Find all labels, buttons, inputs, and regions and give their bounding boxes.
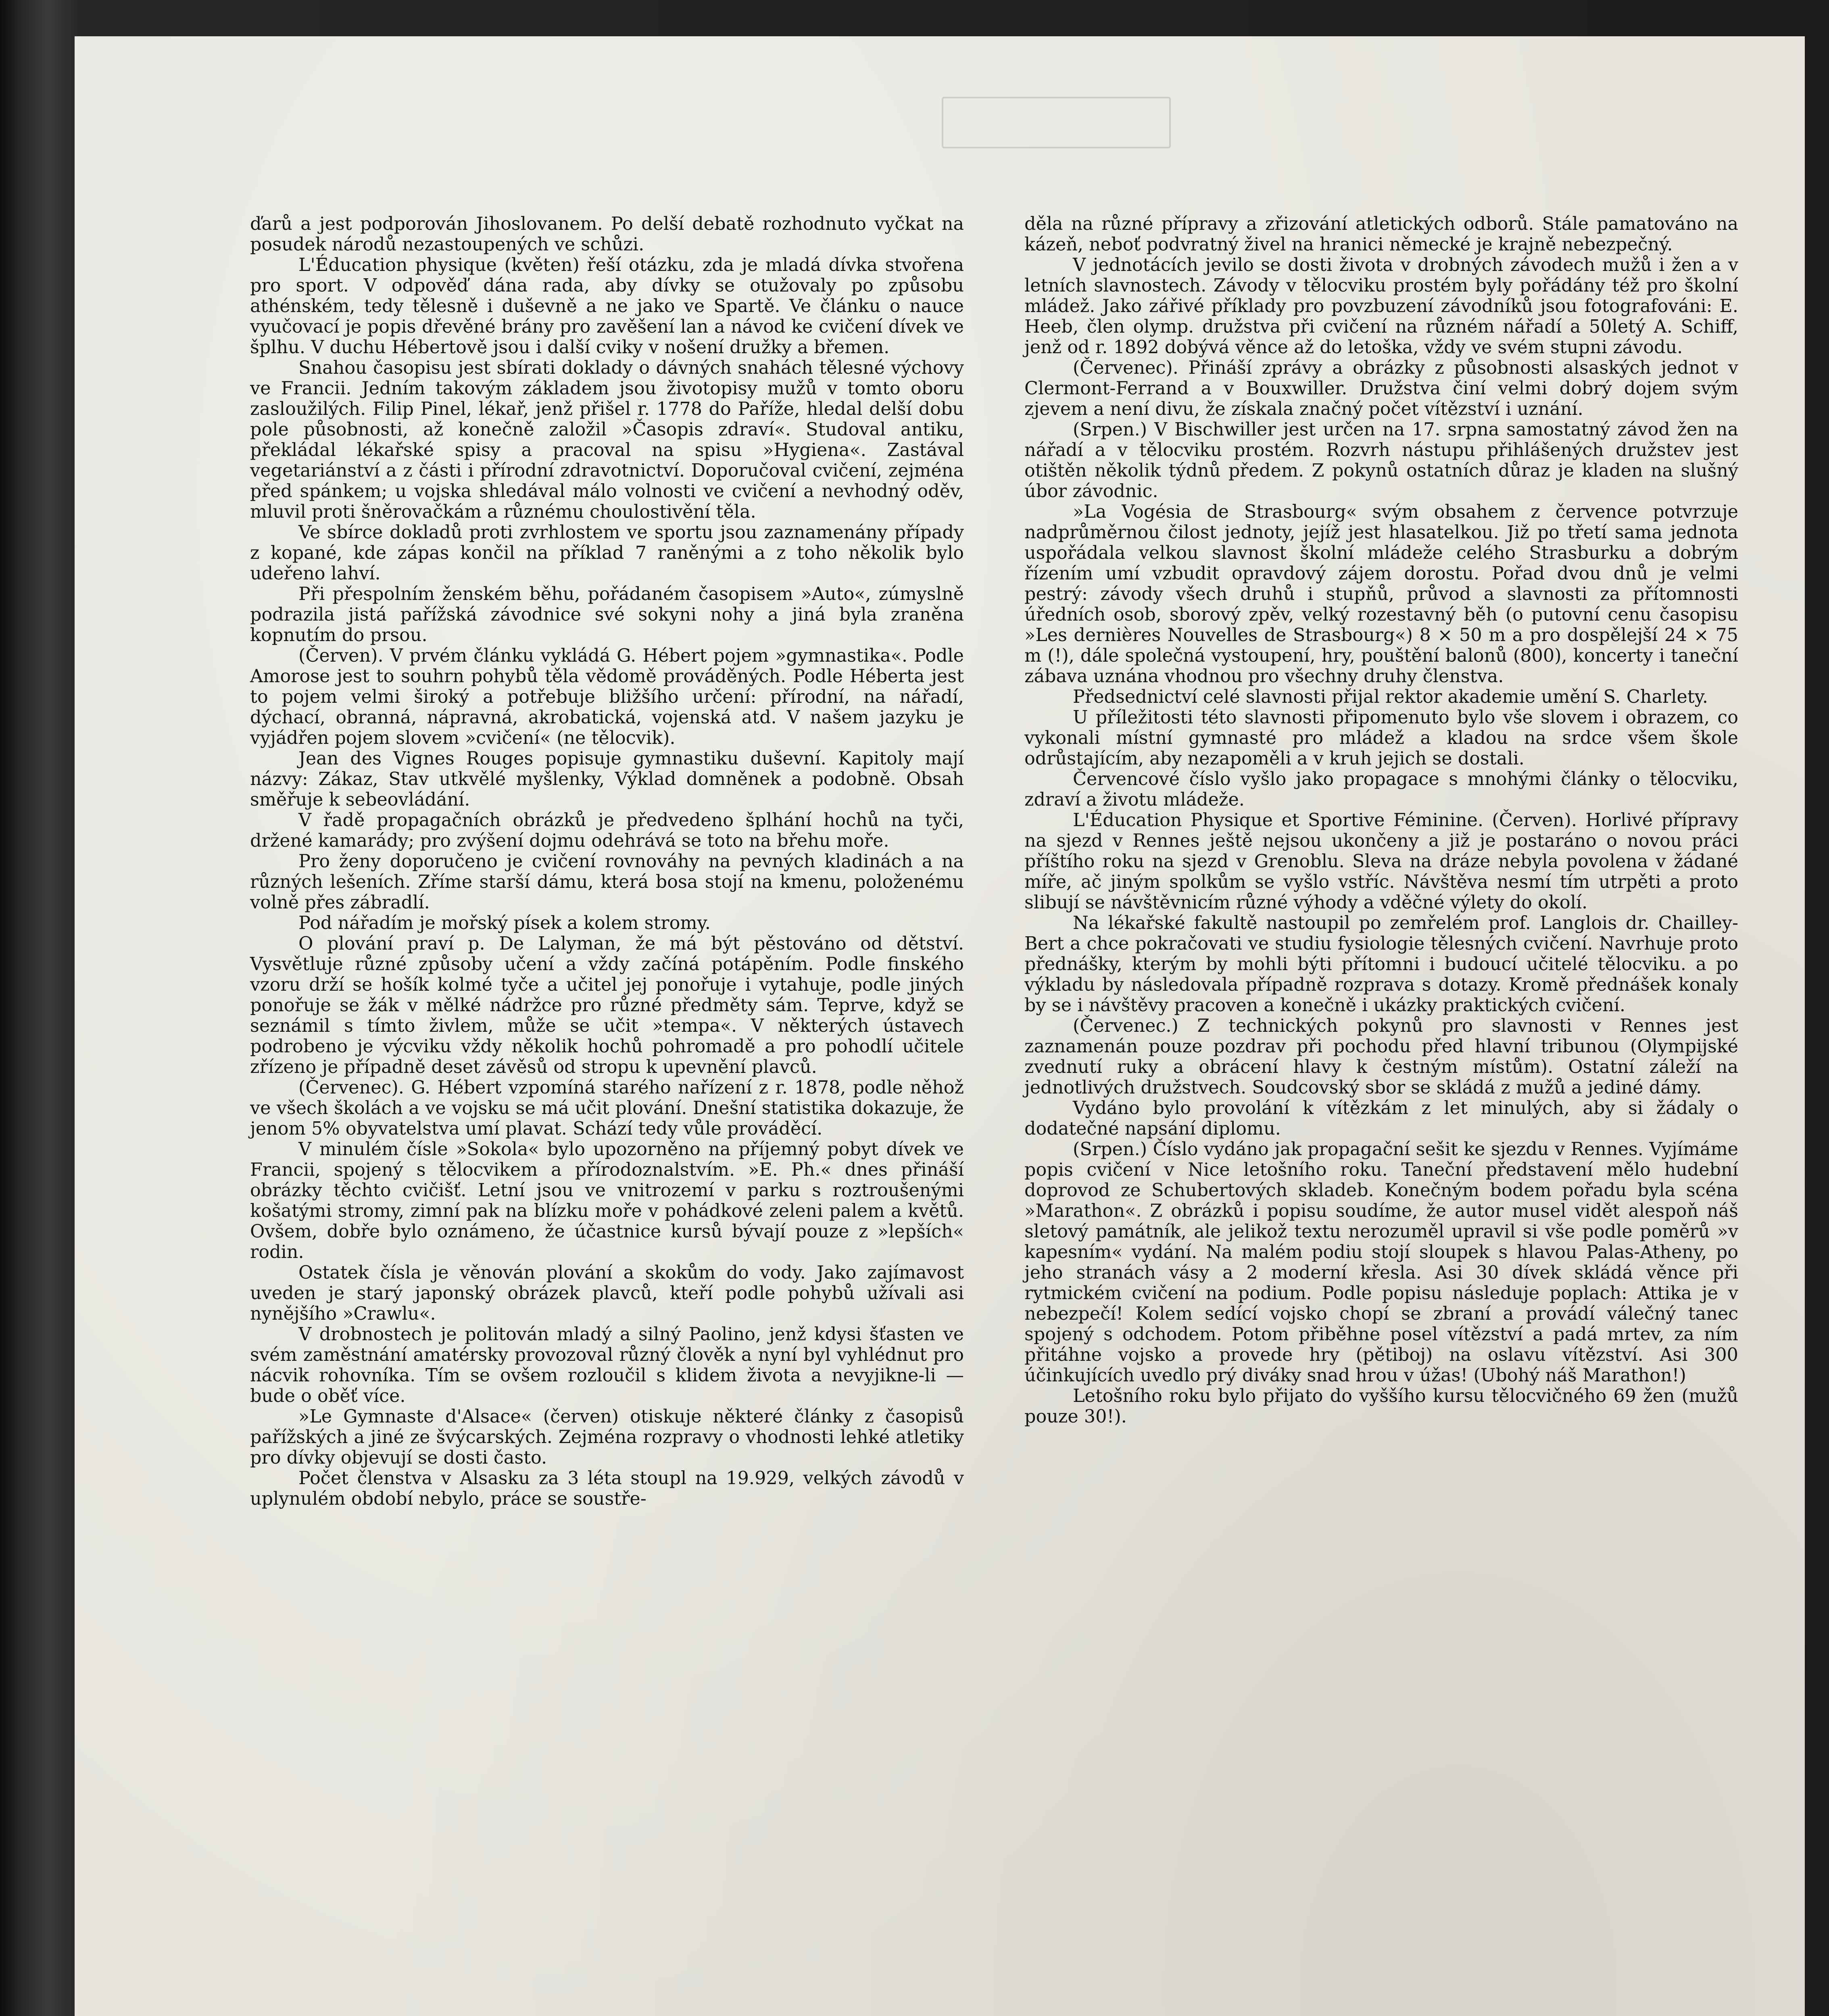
paragraph: (Srpen.) V Bischwiller jest určen na 17. srpna samostatný závod žen na nářadí a v tělocviku prostém. Rozvrh nástupu přihlášených družstev jest otištěn několik týdnů předem. Z pokynů ostatních důraz je kladen na slušný úbor závodnic. [1024,419,1738,502]
paragraph: O plování praví p. De Lalyman, že má být pěstováno od dětství. Vysvětluje různé způsoby učení a vždy začíná potápěním. Podle finského vzoru drží se hošík kolmé tyče a učitel jej ponořuje i vytahuje, podle jiných ponořuje se žák v mělké nádržce pro různé předměty sám. Teprve, když se seznámil s tímto živlem, může se učit »tempa«. V některých ústavech podrobeno je výcviku vždy několik hochů pohromadě a pro pohodlí učitele zřízeno je případně deset závěsů od stropu k upevnění plavců. [250,933,964,1077]
paragraph: (Červenec). G. Hébert vzpomíná starého nařízení z r. 1878, podle něhož ve všech školách a ve vojsku se má učit plování. Dnešní statistika dokazuje, že jenom 5% obyvatelstva umí plavat. Schází tedy vůle prováděcí. [250,1077,964,1139]
paragraph: Na lékařské fakultě nastoupil po zemřelém prof. Langlois dr. Chailley-Bert a chce pokračovati ve studiu fysiologie tělesných cvičení. Navrhuje proto přednášky, kterým by mohli býti přítomni i budoucí učitelé tělocviku. a po výkladu by následovala případně rozprava s dotazy. Kromě přednášek konaly by se i návštěvy pracoven a konečně i ukázky praktických cvičení. [1024,913,1738,1016]
paragraph: (Červenec.) Z technických pokynů pro slavnosti v Rennes jest zaznamenán pouze pozdrav při pochodu před hlavní tribunou (Olympijské zvednutí ruky a obrácení hlavy k čestným místům). Ostatní záleží na jednotlivých družstvech. Soudcovský sbor se skládá z mužů a jediné dámy. [1024,1016,1738,1098]
paragraph: V jednotácích jevilo se dosti života v drobných závodech mužů i žen a v letních slavnostech. Závody v tělocviku prostém byly pořádány též pro školní mládež. Jako zářivé příklady pro povzbuzení závodníků jsou fotografováni: E. Heeb, člen olymp. družstva při cvičení na různém nářadí a 50letý A. Schiff, jenž od r. 1892 dobývá věnce až do letoška, vždy ve svém stupni závodu. [1024,255,1738,358]
paragraph: (Červenec). Přináší zprávy a obrázky z působnosti alsaských jednot v Clermont-Ferrand a v Bouxwiller. Družstva činí velmi dobrý dojem svým zjevem a není divu, že získala značný počet vítězství i uznání. [1024,358,1738,419]
book-page [75,36,1805,2016]
paragraph: V drobnostech je politován mladý a silný Paolino, jenž kdysi šťasten ve svém zaměstnání amatérsky provozoval různý člověk a nyní byl vyhlédnut pro nácvik rohovníka. Tím se ovšem rozloučil s klidem života a nevyjikne-li — bude o oběť více. [250,1324,964,1406]
page-smudge [942,97,1171,148]
paragraph: »Le Gymnaste d'Alsace« (červen) otiskuje některé články z časopisů pařížských a jiné ze švýcarských. Zejména rozpravy o vhodnosti lehké atletiky pro dívky objevují se dosti často. [250,1406,964,1468]
paragraph: Ostatek čísla je věnován plování a skokům do vody. Jako zajímavost uveden je starý japonský obrázek plavců, kteří podle pohybů užívali asi nynějšího »Crawlu«. [250,1262,964,1324]
paragraph: Při přespolním ženském běhu, pořádaném časopisem »Auto«, zúmyslně podrazila jistá pařížská závodnice své sokyni nohy a jiná byla zraněna kopnutím do prsou. [250,584,964,646]
paragraph: Ve sbírce dokladů proti zvrhlostem ve sportu jsou zaznamenány případy z kopané, kde zápas končil na příklad 7 raněnými a z toho několik bylo udeřeno lahví. [250,522,964,584]
paragraph: Pod nářadím je mořský písek a kolem stromy. [298,913,711,933]
paragraph: U příležitosti této slavnosti připomenuto bylo vše slovem i obrazem, co vykonali místní gymnasté pro mládež a kladou na srdce všem škole odrůstajícím, aby nezapoměli a v kruh jejich se dostali. [1024,707,1738,769]
paragraph: V řadě propagačních obrázků je předvedeno šplhání hochů na tyči, držené kamarády; pro zvýšení dojmu odehrává se toto na břehu moře. [250,810,964,851]
paragraph: ďarů a jest podporován Jihoslovanem. Po delší debatě rozhodnuto vyčkat na posudek národů nezastoupených ve schůzi. [250,214,964,255]
paragraph: »La Vogésia de Strasbourg« svým obsahem z července potvrzuje nadprůměrnou čilost jednoty, jejíž jest hlasatelkou. Již po třetí sama jednota uspořádala velkou slavnost školní mládeže celého Strasburku a dobrým řízením umí vzbudit opravdový zájem dorostu. Pořad dvou dnů je velmi pestrý: závody všech druhů i stupňů, průvod a slavnosti za přítomnosti úředních osob, sborový zpěv, velký rozestavný běh (o putovní cenu časopisu »Les dernières Nouvelles de Strasbourg«) 8 × 50 m a pro dospělejší 24 × 75 m (!), dále společná vystoupení, hry, pouštění balonů (800), koncerty i taneční zábava uznána vhodnou pro všechny druhy členstva. [1024,502,1738,687]
paragraph: Počet členstva v Alsasku za 3 léta stoupl na 19.929, velkých závodů v uplynulém období nebylo, práce se soustře- [250,1468,964,1509]
left-column [250,214,964,1509]
right-column [1024,214,1738,1427]
paragraph: Vydáno bylo provolání k vítězkám z let minulých, aby si žádaly o dodatečné napsání diplomu. [1024,1098,1738,1139]
paragraph: Letošního roku bylo přijato do vyššího kursu tělocvičného 69 žen (mužů pouze 30!). [1024,1386,1738,1427]
paragraph: děla na různé přípravy a zřizování atletických odborů. Stále pamatováno na kázeň, neboť podvratný živel na hranici německé je krajně nebezpečný. [1024,214,1738,255]
paragraph: Snahou časopisu jest sbírati doklady o dávných snahách tělesné výchovy ve Francii. Jedním takovým základem jsou životopisy mužů v tomto oboru zasloužilých. Filip Pinel, lékař, jenž přišel r. 1778 do Paříže, hledal delší dobu pole působnosti, až konečně založil »Časopis zdraví«. Studoval antiku, překládal lékařské spisy a pracoval na spisu »Hygiena«. Zastával vegetariánství a z části i přírodní zdravotnictví. Doporučoval cvičení, zejména před spánkem; u vojska shledával málo volnosti ve cvičení a nevhodný oděv, mluvil proti šněrovačkám a různému choulostivění těla. [250,358,964,522]
paragraph: L'Éducation physique (květen) řeší otázku, zda je mladá dívka stvořena pro sport. V odpověď dána rada, aby dívky se otužovaly po způsobu athénském, tedy tělesně i duševně a ne jako ve Spartě. Ve článku o nauce vyučovací je popis dřevěné brány pro zavěšení lan a návod ke cvičení dívek ve šplhu. V duchu Hébertově jsou i další cviky v nošení družky a břemen. [250,255,964,358]
paragraph: V minulém čísle »Sokola« bylo upozorněno na příjemný pobyt dívek ve Francii, spojený s tělocvikem a přírodoznalstvím. »E. Ph.« dnes přináší obrázky těchto cvičišť. Letní jsou ve vnitrozemí v parku s roztroušenými košatými stromy, zimní pak na blízku moře v pohádkové zeleni palem a květů. Ovšem, dobře bylo oznámeno, že účastnice kursů bývají pouze z »lepších« rodin. [250,1139,964,1262]
paragraph: L'Éducation Physique et Sportive Féminine. (Červen). Horlivé přípravy na sjezd v Rennes ještě nejsou ukončeny a již je postaráno o novou práci příštího roku na sjezd v Grenoblu. Sleva na dráze nebyla povolena v žádané míře, ač jiným spolkům se vyšlo vstříc. Návštěva nesmí tím utrpěti a proto slibují se návštěvnicím různé výhody a vděčné výlety do okolí. [1024,810,1738,913]
paragraph: Červencové číslo vyšlo jako propagace s mnohými články o tělocviku, zdraví a životu mládeže. [1024,769,1738,810]
paragraph: Jean des Vignes Rouges popisuje gymnastiku duševní. Kapitoly mají názvy: Zákaz, Stav utkvělé myšlenky, Výklad domněnek a podobně. Obsah směřuje k sebeovládání. [250,748,964,810]
paragraph: Předsednictví celé slavnosti přijal rektor akademie umění S. Charlety. [1073,687,1708,707]
paragraph: (Srpen.) Číslo vydáno jak propagační sešit ke sjezdu v Rennes. Vyjímáme popis cvičení v Nice letošního roku. Taneční představení mělo hudební doprovod ze Schubertových skladeb. Konečným bodem pořadu byla scéna »Marathon«. Z obrázků i popisu soudíme, že autor musel vidět alespoň náš sletový památník, ale jelikož textu nerozuměl upravil si vše podle poměrů »v kapesním« vydání. Na malém podiu stojí sloupek s hlavou Palas-Atheny, po jeho stranách vásy a 2 moderní křesla. Asi 30 dívek skládá věnce při rytmickém cvičení na podium. Podle popisu následuje poplach: Attika je v nebezpečí! Kolem sedící vojsko chopí se zbraní a provádí válečný tanec spojený s odchodem. Potom přiběhne posel vítězství a padá mrtev, za ním přitáhne vojsko a provede hry (pětiboj) na oslavu vítězství. Asi 300 účinkujících uvedlo prý diváky snad hrou v úžas! (Ubohý náš Marathon!) [1024,1139,1738,1386]
paragraph: Pro ženy doporučeno je cvičení rovnováhy na pevných kladinách a na různých lešeních. Zříme starší dámu, která bosa stojí na kmenu, položenému volně přes zábradlí. [250,851,964,913]
paragraph: (Červen). V prvém článku vykládá G. Hébert pojem »gymnastika«. Podle Amorose jest to souhrn pohybů těla vědomě prováděných. Podle Héberta jest to pojem velmi široký a potřebuje bližšího určení: přírodní, na nářadí, dýchací, obranná, nápravná, akrobatická, vojenská atd. V našem jazyku je vyjádřen pojem slovem »cvičení« (ne tělocvik). [250,646,964,748]
